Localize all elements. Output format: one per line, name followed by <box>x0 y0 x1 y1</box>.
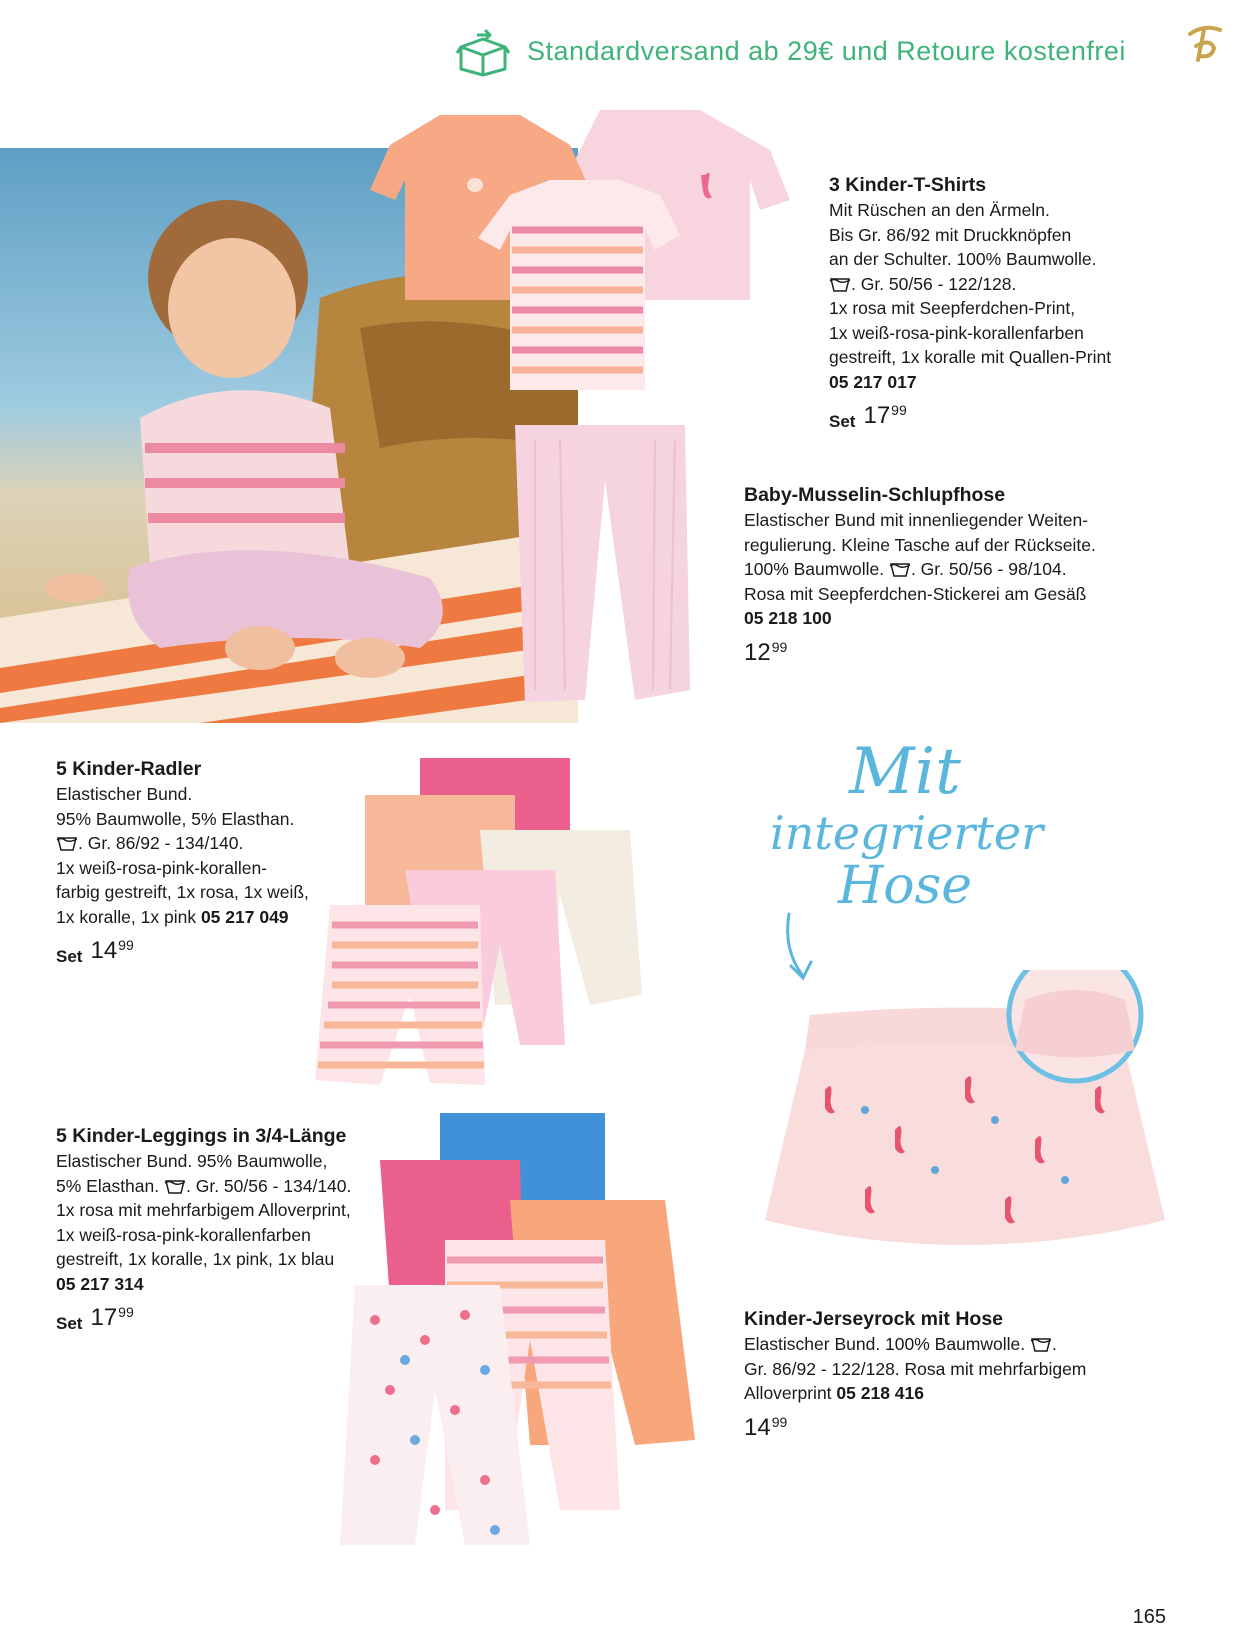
handwriting-integrated-pants <box>770 735 1044 916</box>
product-material: 100% Baumwolle. <box>744 559 885 579</box>
product-sizes-line <box>56 1174 386 1199</box>
product-desc-line: 1x weiß-rosa-pink-korallenfarben <box>829 322 1084 343</box>
product-sizes-line <box>829 272 1209 297</box>
product-material-line <box>744 1332 1214 1357</box>
product-radler <box>56 756 356 970</box>
handwriting-line-1: Mit <box>849 735 961 809</box>
price <box>744 1414 1214 1442</box>
price-cent: 99 <box>771 1413 788 1430</box>
shipping-banner <box>455 20 1126 82</box>
product-desc-line: Rosa mit Seepferdchen-Stickerei am Gesäß <box>744 583 1087 604</box>
product-desc-line: Mit Rüschen an den Ärmeln. <box>829 200 1050 220</box>
set-label: Set <box>829 412 856 431</box>
article-number: 05 217 314 <box>56 1273 144 1294</box>
product-desc-line: Elastischer Bund. <box>56 784 193 804</box>
washing-care-icon <box>164 1179 186 1195</box>
product-sizes-line <box>56 831 356 856</box>
product-desc-line: gestreift, 1x koralle, 1x pink, 1x blau <box>56 1249 335 1269</box>
product-title: 5 Kinder-Leggings in 3/4-Länge <box>56 1125 347 1147</box>
product-sizes: . Gr. 50/56 - 134/140. <box>186 1175 352 1196</box>
product-sizes: . Gr. 50/56 - 122/128. <box>851 273 1017 294</box>
handwriting-line-3: Hose <box>837 856 973 916</box>
price-euro: 12 <box>744 638 771 666</box>
product-material-end: . <box>1052 1334 1057 1354</box>
product-desc-line: 1x weiß-rosa-pink-korallen- <box>56 857 268 878</box>
price <box>56 937 356 970</box>
handwriting-line-2: integrierter <box>770 806 1044 860</box>
product-desc-line <box>56 905 356 930</box>
product-sizes: . Gr. 86/92 - 134/140. <box>78 833 244 853</box>
product-material: Elastischer Bund. 100% Baumwolle. <box>744 1334 1026 1354</box>
product-title: Baby-Musselin-Schlupfhose <box>744 484 1006 506</box>
washing-care-icon <box>1030 1337 1052 1353</box>
page-number: 165 <box>1132 1606 1166 1628</box>
price-euro: 14 <box>744 1413 771 1441</box>
product-title: 5 Kinder-Radler <box>56 758 202 780</box>
tchibo-logo-icon <box>1180 20 1226 66</box>
product-desc-line: 1x rosa mit mehrfarbigem Alloverprint, <box>56 1200 351 1220</box>
article-number: 05 217 049 <box>200 906 289 927</box>
product-desc-line: farbig gestreift, 1x rosa, 1x weiß, <box>56 882 309 902</box>
price <box>829 402 1209 435</box>
product-desc-line: 1x weiß-rosa-pink-korallenfarben <box>56 1224 311 1245</box>
price-cent: 99 <box>891 402 907 418</box>
article-number: 05 218 100 <box>744 608 832 628</box>
arrow-down-icon <box>775 910 825 985</box>
product-desc-line: regulierung. Kleine Tasche auf der Rückseite. <box>744 534 1096 555</box>
product-desc-text: 1x koralle, 1x pink <box>56 906 197 927</box>
tshirts-product-image <box>370 100 820 400</box>
shipping-box-icon <box>455 25 511 77</box>
price-euro: 14 <box>90 937 118 964</box>
product-desc-line: 95% Baumwolle, 5% Elasthan. <box>56 808 295 829</box>
washing-care-icon <box>889 562 911 578</box>
leggings-product-image <box>335 1110 715 1550</box>
set-label: Set <box>56 947 83 966</box>
article-number: 05 218 416 <box>836 1383 925 1403</box>
product-tshirts <box>829 172 1209 435</box>
set-label: Set <box>56 1314 83 1333</box>
shipping-banner-text: Standardversand ab 29€ und Retoure kostenfrei <box>527 35 1126 66</box>
radler-product-image <box>310 755 655 1095</box>
product-desc-text: Alloverprint <box>744 1383 832 1403</box>
washing-care-icon <box>829 277 851 293</box>
product-desc-line <box>744 1381 1214 1406</box>
price <box>744 639 1224 667</box>
price-cent: 99 <box>118 1304 134 1320</box>
article-number: 05 217 017 <box>829 371 917 392</box>
product-skirt <box>744 1306 1214 1442</box>
product-title: 3 Kinder-T-Shirts <box>829 174 987 196</box>
product-leggings <box>56 1123 386 1337</box>
product-material: 5% Elasthan. <box>56 1175 160 1196</box>
price-cent: 99 <box>118 937 134 953</box>
musselin-pants-product-image <box>505 420 700 710</box>
product-pants <box>744 482 1224 667</box>
price-cent: 99 <box>771 638 788 655</box>
price-euro: 17 <box>90 1304 118 1331</box>
product-desc-line: gestreift, 1x koralle mit Quallen-Print <box>829 347 1112 367</box>
product-sizes: . Gr. 50/56 - 98/104. <box>910 559 1067 579</box>
washing-care-icon <box>56 836 78 852</box>
jerseyrock-product-image <box>765 970 1165 1290</box>
product-desc-line: 1x rosa mit Seepferdchen-Print, <box>829 298 1076 318</box>
product-desc-line: Bis Gr. 86/92 mit Druckknöpfen <box>829 224 1072 245</box>
product-title: Kinder-Jerseyrock mit Hose <box>744 1308 1004 1330</box>
product-sizes-line <box>744 557 1224 582</box>
price <box>56 1304 386 1337</box>
product-desc-line: Elastischer Bund. 95% Baumwolle, <box>56 1151 328 1171</box>
price-euro: 17 <box>863 402 891 429</box>
product-desc-line: Gr. 86/92 - 122/128. Rosa mit mehrfarbigem <box>744 1358 1087 1379</box>
product-desc-line: an der Schulter. 100% Baumwolle. <box>829 249 1097 269</box>
product-desc-line: Elastischer Bund mit innenliegender Weiten- <box>744 510 1089 530</box>
